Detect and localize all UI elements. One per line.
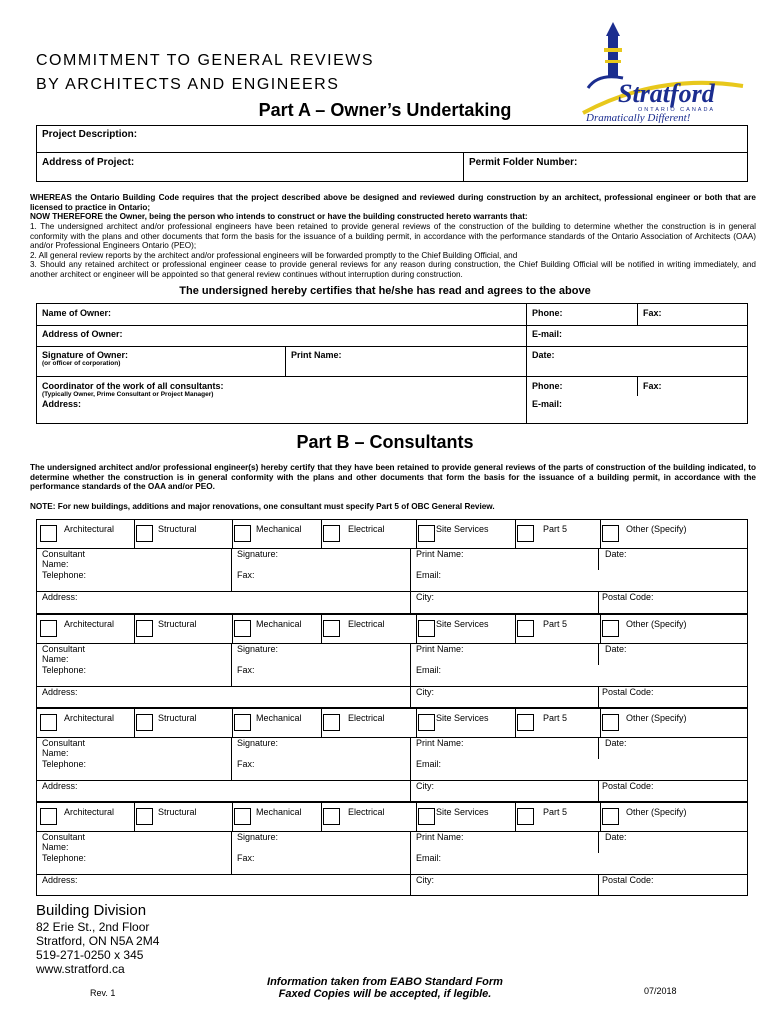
owner-address-label: Address of Owner:	[42, 329, 123, 339]
discipline-label-electrical: Electrical	[348, 619, 385, 629]
discipline-label-part-5: Part 5	[543, 524, 568, 534]
checkbox-mechanical[interactable]	[234, 620, 251, 637]
discipline-label-electrical: Electrical	[348, 713, 385, 723]
checkbox-other[interactable]	[602, 525, 619, 542]
part-b-note: NOTE: For new buildings, additions and major renovations, one consultant must specify Part 5 of OBC General Review.	[30, 502, 495, 511]
checkbox-other[interactable]	[602, 808, 619, 825]
city-label: City:	[416, 875, 434, 885]
telephone-label: Telephone:	[42, 759, 87, 769]
discipline-label-electrical: Electrical	[348, 807, 385, 817]
footer-address-line2: Stratford, ON N5A 2M4	[36, 934, 160, 948]
print-name-label: Print Name:	[416, 832, 464, 842]
date-label: Date:	[605, 549, 627, 559]
consultant-label: Consultant	[42, 738, 86, 748]
undertaking-item-1: 1. The undersigned architect and/or professional engineers have been retained to provide general reviews of the construction of the building to determine whether the construction is in general conformity with the plans and other documents that form the basis for the issuance of a building permit, in accordance with the performance standards of the Ontario Association of Architects (OAA) and/or Professional Engineers Ontario (PEO);	[30, 222, 756, 251]
checkbox-architectural[interactable]	[40, 714, 57, 731]
name-label: Name:	[42, 748, 69, 758]
checkbox-architectural[interactable]	[40, 525, 57, 542]
checkbox-electrical[interactable]	[323, 808, 340, 825]
city-label: City:	[416, 592, 434, 602]
checkbox-part-5[interactable]	[517, 620, 534, 637]
checkbox-mechanical[interactable]	[234, 525, 251, 542]
form-title-line2: BY ARCHITECTS AND ENGINEERS	[36, 76, 340, 93]
checkbox-electrical[interactable]	[323, 620, 340, 637]
project-description-label: Project Description:	[42, 129, 138, 140]
discipline-label-other: Other (Specify)	[626, 713, 687, 723]
undertaking-item-2: 2. All general review reports by the architect and/or professional engineers will be forwarded promptly to the Chief Building Official, and	[30, 251, 518, 260]
discipline-label-site-services: Site Services	[436, 524, 489, 534]
form-date: 07/2018	[644, 986, 677, 996]
footer-phone: 519-271-0250 x 345	[36, 948, 144, 962]
coordinator-note: (Typically Owner, Prime Consultant or Project Manager)	[42, 391, 214, 398]
discipline-label-architectural: Architectural	[64, 619, 115, 629]
owner-table	[36, 303, 748, 424]
project-box	[36, 125, 748, 182]
print-name-label: Print Name:	[416, 549, 464, 559]
fax-label: Fax:	[237, 665, 255, 675]
form-title-line1: COMMITMENT TO GENERAL REVIEWS	[36, 52, 375, 69]
print-name-label: Print Name:	[416, 738, 464, 748]
discipline-label-site-services: Site Services	[436, 619, 489, 629]
fax-label: Fax:	[237, 853, 255, 863]
discipline-label-other: Other (Specify)	[626, 619, 687, 629]
revision-label: Rev. 1	[90, 988, 116, 998]
email-label: Email:	[416, 853, 442, 863]
address-label: Address:	[42, 592, 78, 602]
discipline-label-electrical: Electrical	[348, 524, 385, 534]
discipline-label-architectural: Architectural	[64, 713, 115, 723]
name-label: Name:	[42, 559, 69, 569]
checkbox-part-5[interactable]	[517, 808, 534, 825]
checkbox-site-services[interactable]	[418, 808, 435, 825]
signature-label: Signature:	[237, 549, 279, 559]
telephone-label: Telephone:	[42, 665, 87, 675]
postal-code-label: Postal Code:	[602, 592, 654, 602]
permit-folder-label: Permit Folder Number:	[469, 157, 578, 168]
owner-signature-label: Signature of Owner:	[42, 350, 129, 360]
checkbox-structural[interactable]	[136, 620, 153, 637]
building-division-title: Building Division	[36, 902, 147, 919]
discipline-label-structural: Structural	[158, 713, 197, 723]
part-a-heading: Part A – Owner’s Undertaking	[258, 100, 512, 120]
footer-website[interactable]: www.stratford.ca	[36, 962, 125, 976]
consultant-label: Consultant	[42, 832, 86, 842]
discipline-label-architectural: Architectural	[64, 807, 115, 817]
discipline-label-mechanical: Mechanical	[256, 713, 302, 723]
signature-label: Signature:	[237, 832, 279, 842]
discipline-label-other: Other (Specify)	[626, 807, 687, 817]
postal-code-label: Postal Code:	[602, 781, 654, 791]
email-label: Email:	[416, 665, 442, 675]
email-label: Email:	[416, 570, 442, 580]
whereas-paragraph: WHEREAS the Ontario Building Code requires that the project described above be designed and reviewed during construction by an architect, professional engineer or both that are licensed to practice in Ontario;	[30, 193, 756, 212]
discipline-label-structural: Structural	[158, 807, 197, 817]
discipline-label-mechanical: Mechanical	[256, 619, 302, 629]
footer-address-line1: 82 Erie St., 2nd Floor	[36, 920, 150, 934]
owner-email-label: E-mail:	[532, 329, 563, 339]
now-therefore-paragraph: NOW THEREFORE the Owner, being the person who intends to construct or have the building constructed hereto warrants that:	[30, 212, 528, 221]
name-label: Name:	[42, 842, 69, 852]
checkbox-site-services[interactable]	[418, 525, 435, 542]
discipline-label-site-services: Site Services	[436, 807, 489, 817]
coordinator-fax-label: Fax:	[643, 381, 662, 391]
checkbox-mechanical[interactable]	[234, 714, 251, 731]
date-label: Date:	[605, 738, 627, 748]
date-label: Date:	[605, 644, 627, 654]
coordinator-address-label: Address:	[42, 399, 82, 409]
checkbox-electrical[interactable]	[323, 525, 340, 542]
checkbox-architectural[interactable]	[40, 620, 57, 637]
discipline-label-mechanical: Mechanical	[256, 807, 302, 817]
address-label: Address:	[42, 781, 78, 791]
address-label: Address:	[42, 875, 78, 885]
name-label: Name:	[42, 654, 69, 664]
coordinator-label: Coordinator of the work of all consultants:	[42, 381, 224, 391]
coordinator-phone-label: Phone:	[532, 381, 563, 391]
coordinator-email-label: E-mail:	[532, 399, 563, 409]
checkbox-structural[interactable]	[136, 714, 153, 731]
consultant-label: Consultant	[42, 644, 86, 654]
part-b-heading: Part B – Consultants	[296, 432, 474, 452]
checkbox-structural[interactable]	[136, 808, 153, 825]
owner-fax-label: Fax:	[643, 308, 662, 318]
footer-info-line2: Faxed Copies will be accepted, if legible.	[278, 988, 492, 1000]
footer-info-line1: Information taken from EABO Standard Form	[267, 976, 503, 988]
print-name-label: Print Name:	[416, 644, 464, 654]
checkbox-site-services[interactable]	[418, 714, 435, 731]
city-label: City:	[416, 687, 434, 697]
consultant-label: Consultant	[42, 549, 86, 559]
part-b-intro: The undersigned architect and/or professional engineer(s) hereby certify that they have been retained to provide general reviews of the parts of construction of the building indicated, to determine whether the construction is in general conformity with the plans and other documents that form the basis for the issuance of a building permit, in accordance with the performance standards of the OAA and/or PEO.	[30, 463, 756, 492]
owner-date-label: Date:	[532, 350, 555, 360]
discipline-label-part-5: Part 5	[543, 807, 568, 817]
telephone-label: Telephone:	[42, 570, 87, 580]
signature-label: Signature:	[237, 738, 279, 748]
discipline-label-architectural: Architectural	[64, 524, 115, 534]
fax-label: Fax:	[237, 570, 255, 580]
postal-code-label: Postal Code:	[602, 875, 654, 885]
discipline-label-site-services: Site Services	[436, 713, 489, 723]
signature-label: Signature:	[237, 644, 279, 654]
checkbox-other[interactable]	[602, 714, 619, 731]
checkbox-part-5[interactable]	[517, 714, 534, 731]
stratford-logo	[578, 18, 748, 123]
owner-print-name-label: Print Name:	[291, 350, 342, 360]
owner-phone-label: Phone:	[532, 308, 563, 318]
checkbox-site-services[interactable]	[418, 620, 435, 637]
date-label: Date:	[605, 832, 627, 842]
postal-code-label: Postal Code:	[602, 687, 654, 697]
checkbox-structural[interactable]	[136, 525, 153, 542]
address-label: Address:	[42, 687, 78, 697]
certify-statement: The undersigned hereby certifies that he/she has read and agrees to the above	[179, 285, 591, 297]
telephone-label: Telephone:	[42, 853, 87, 863]
logo-wordmark: Stratford	[618, 79, 715, 108]
logo-subtitle: ONTARIO CANADA	[638, 107, 716, 113]
city-label: City:	[416, 781, 434, 791]
checkbox-architectural[interactable]	[40, 808, 57, 825]
discipline-label-other: Other (Specify)	[626, 524, 687, 534]
owner-name-label: Name of Owner:	[42, 308, 112, 318]
discipline-label-part-5: Part 5	[543, 619, 568, 629]
checkbox-other[interactable]	[602, 620, 619, 637]
checkbox-electrical[interactable]	[323, 714, 340, 731]
project-address-label: Address of Project:	[42, 157, 135, 168]
discipline-label-mechanical: Mechanical	[256, 524, 302, 534]
discipline-label-structural: Structural	[158, 524, 197, 534]
undertaking-item-3: 3. Should any retained architect or professional engineer cease to provide general reviews for any reason during construction, the Chief Building Official will be notified in writing immediately, and another architect or engineer will be appointed so that general review continues without interruption during construction.	[30, 260, 756, 279]
checkbox-part-5[interactable]	[517, 525, 534, 542]
discipline-label-part-5: Part 5	[543, 713, 568, 723]
discipline-label-structural: Structural	[158, 619, 197, 629]
email-label: Email:	[416, 759, 442, 769]
logo-tagline: Dramatically Different!	[586, 112, 691, 123]
owner-signature-note: (or officer of corporation)	[42, 360, 121, 367]
checkbox-mechanical[interactable]	[234, 808, 251, 825]
fax-label: Fax:	[237, 759, 255, 769]
